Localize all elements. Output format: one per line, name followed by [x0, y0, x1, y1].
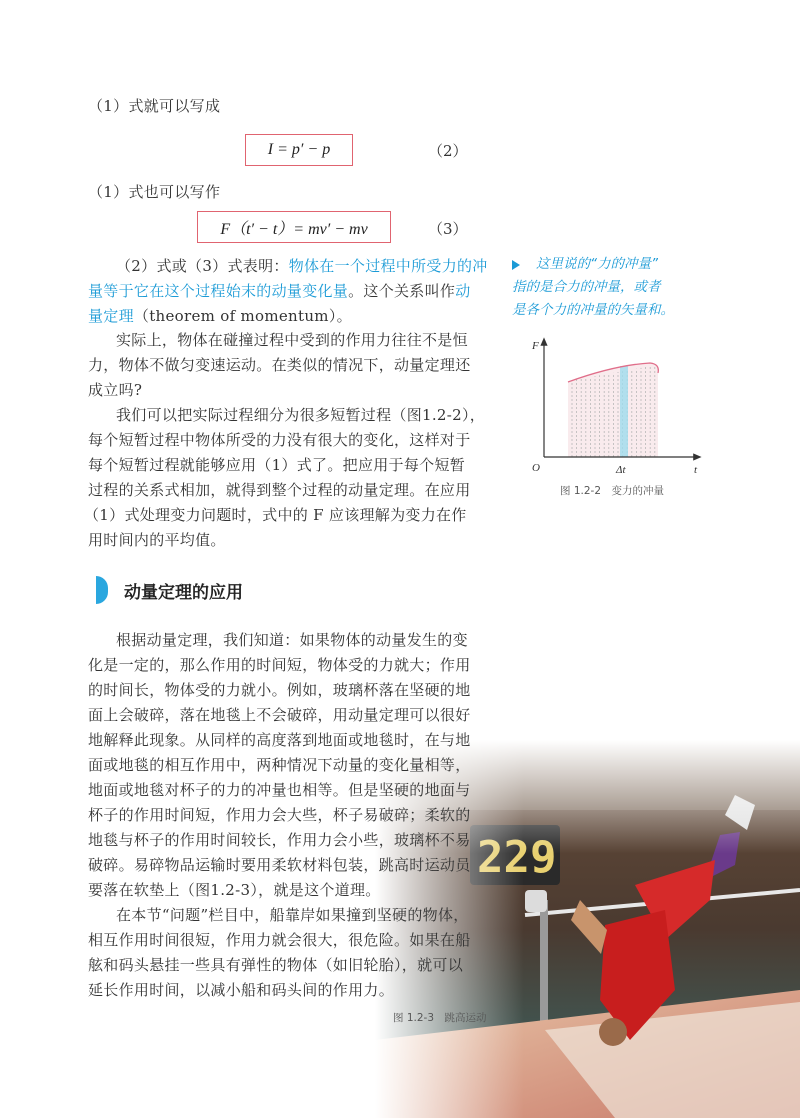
equation-2-box — [245, 134, 353, 166]
text-line-10: （1）式处理变力问题时，式中的 F 应该理解为变力在作 — [84, 506, 467, 524]
text-line-11: 用时间内的平均值。 — [88, 531, 226, 549]
text-line-15: 面上会破碎，落在地毯上不会破碎，用动量定理可以很好 — [88, 706, 471, 724]
text-line-14: 的时间长，物体受的力就小。例如，玻璃杯落在坚硬的地 — [88, 681, 471, 699]
figure-123-caption: 图 1.2-3 跳高运动 — [393, 1012, 487, 1024]
text-line-20: 地毯与杯子的作用时间较长，作用力会小些，玻璃杯不易 — [88, 831, 471, 849]
text-line-21: 破碎。易碎物品运输时要用柔软材料包装，跳高时运动员 — [88, 856, 471, 874]
figure-122-caption: 图 1.2-2 变力的冲量 — [560, 485, 665, 497]
equation-3-box — [197, 211, 391, 243]
text-line-16: 地解释此现象。从同样的高度落到地面或地毯时，在与地 — [88, 731, 471, 749]
axis-label-t: t — [694, 464, 698, 476]
text-line-5: 成立吗? — [88, 381, 143, 399]
text-line-22: 要落在软垫上（图1.2-3），就是这个道理。 — [88, 881, 381, 899]
text-line-26: 延长作用时间，以减小船和码头间的作用力。 — [88, 981, 395, 999]
text-line-19: 杯子的作用时间短，作用力会大些，杯子易破碎；柔软的 — [88, 806, 471, 824]
text-line-8: 每个短暂过程就能够应用（1）式了。把应用于每个短暂 — [88, 456, 466, 474]
delta-t-label: Δt — [616, 464, 626, 476]
text-line-3: 实际上，物体在碰撞过程中受到的作用力往往不是恒 — [116, 331, 468, 349]
text-line-2: （1）式也可以写作 — [88, 183, 221, 201]
figure-variable-force-impulse — [520, 335, 705, 480]
side-note-line-3: 是各个力的冲量的矢量和。 — [512, 302, 674, 318]
text-line-18: 地面或地毯对杯子的力的冲量也相等。但是坚硬的地面与 — [88, 781, 471, 799]
definition-highlight-2: 量等于它在这个过程始末的动量变化量 — [88, 282, 349, 300]
axis-label-f: F — [532, 340, 539, 352]
side-note-bullet-icon — [512, 260, 520, 270]
text-line-6: 我们可以把实际过程细分为很多短暂过程（图1.2-2）， — [116, 406, 486, 424]
definition-line-3: 量定理（theorem of momentum）。 — [88, 307, 352, 325]
equation-3-number: （3） — [428, 220, 468, 238]
text-line-7: 每个短暂过程中物体所受的力没有很大的变化，这样对于 — [88, 431, 471, 449]
section-title: 动量定理的应用 — [124, 583, 243, 603]
delta-t-strip — [620, 366, 628, 457]
text-line-12: 根据动量定理，我们知道：如果物体的动量发生的变 — [116, 631, 468, 649]
side-note-line-2: 指的是合力的冲量，或者 — [512, 279, 661, 295]
equation-3: F（t′ − t）= mv′ − mv — [220, 220, 368, 238]
text-line-13: 化是一定的，那么作用的时间短，物体受的力就大；作用 — [88, 656, 471, 674]
text-line-23: 在本节“问题”栏目中，船靠岸如果撞到坚硬的物体， — [116, 906, 469, 924]
definition-line-2: 量等于它在这个过程始末的动量变化量。这个关系叫作动 — [88, 282, 471, 300]
text-line-9: 过程的关系式相加，就得到整个过程的动量定理。在应用 — [88, 481, 471, 499]
equation-2-number: （2） — [428, 142, 468, 160]
origin-label: O — [532, 462, 540, 474]
definition-highlight-1: 物体在一个过程中所受力的冲 — [288, 257, 488, 275]
text-line-24: 相互作用时间很短，作用力就会很大，很危险。如果在船 — [88, 931, 471, 949]
text-line-1: （1）式就可以写成 — [88, 97, 221, 115]
text-line-4: 力，物体不做匀变速运动。在类似的情况下，动量定理还 — [88, 356, 471, 374]
text-line-17: 面或地毯的相互作用中，两种情况下动量的变化量相等， — [88, 756, 471, 774]
definition-line-1: （2）式或（3）式表明：物体在一个过程中所受力的冲 — [116, 257, 488, 275]
section-marker — [96, 576, 108, 604]
text-line-25: 舷和码头悬挂一些具有弹性的物体（如旧轮胎），就可以 — [88, 956, 464, 974]
equation-2: I = p′ − p — [267, 141, 331, 158]
side-note-line-1: 这里说的“力的冲量” — [536, 256, 658, 272]
term-momentum-theorem: 量定理 — [88, 307, 134, 325]
